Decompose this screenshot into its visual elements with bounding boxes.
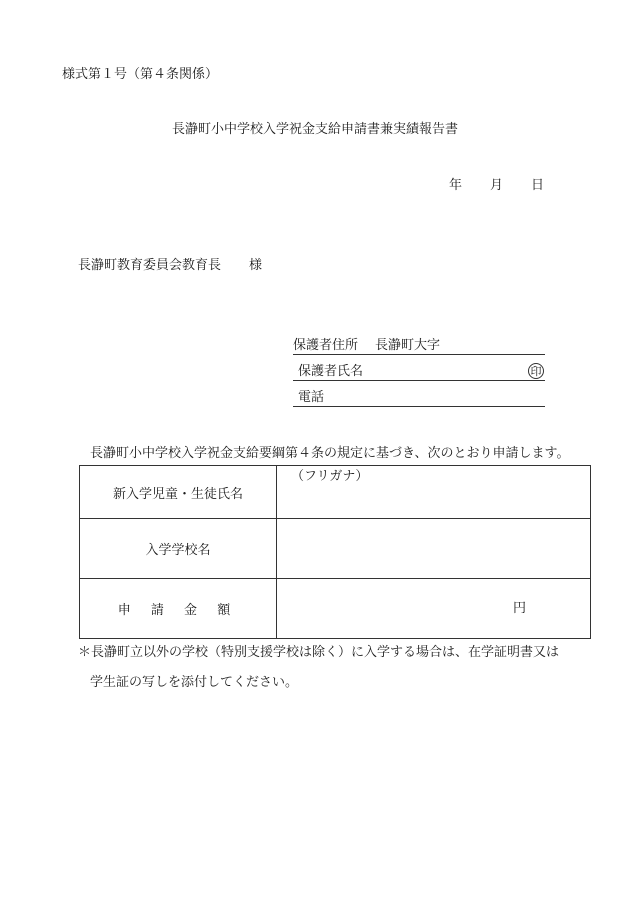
guardian-address-field[interactable] [293, 338, 545, 355]
table-row-amount [80, 579, 591, 639]
application-table [79, 465, 591, 639]
note-line-2: 学生証の写しを添付してください。 [90, 675, 299, 690]
school-name-cell[interactable] [277, 519, 591, 579]
table-row-student-name [80, 466, 591, 519]
seal-icon: 印 [528, 363, 544, 379]
addressee-honorific: 様 [249, 258, 263, 273]
furigana-hint: （フリガナ） [291, 469, 369, 484]
yen-unit: 円 [512, 601, 526, 616]
note-line-1: ＊長瀞町立以外の学校（特別支援学校は除く）に入学する場合は、在学証明書又は [78, 645, 560, 660]
student-name-cell[interactable] [277, 466, 591, 519]
document-title: 長瀞町小中学校入学祝金支給申請書兼実績報告書 [171, 122, 458, 137]
phone-field[interactable] [293, 390, 545, 407]
school-name-label: 入学学校名 [80, 519, 277, 579]
guardian-address-label: 保護者住所 [293, 338, 359, 353]
date-month: 月 [490, 178, 504, 193]
amount-label: 申 請 金 額 [80, 579, 277, 639]
addressee-name: 長瀞町教育委員会教育長 [78, 258, 222, 273]
date-line [449, 179, 544, 192]
date-year: 年 [449, 178, 463, 193]
guardian-name-label: 保護者氏名 [298, 364, 364, 379]
date-day: 日 [531, 178, 545, 193]
addressee [78, 259, 262, 272]
amount-cell[interactable] [277, 579, 591, 639]
form-number: 様式第１号（第４条関係） [62, 67, 219, 82]
student-name-label: 新入学児童・生徒氏名 [80, 466, 277, 519]
phone-label: 電話 [298, 390, 325, 405]
guardian-name-field[interactable] [293, 364, 545, 381]
guardian-address-value: 長瀞町大字 [375, 338, 441, 353]
table-row-school-name [80, 519, 591, 579]
application-statement: 長瀞町小中学校入学祝金支給要綱第４条の規定に基づき、次のとおり申請します。 [90, 446, 570, 461]
